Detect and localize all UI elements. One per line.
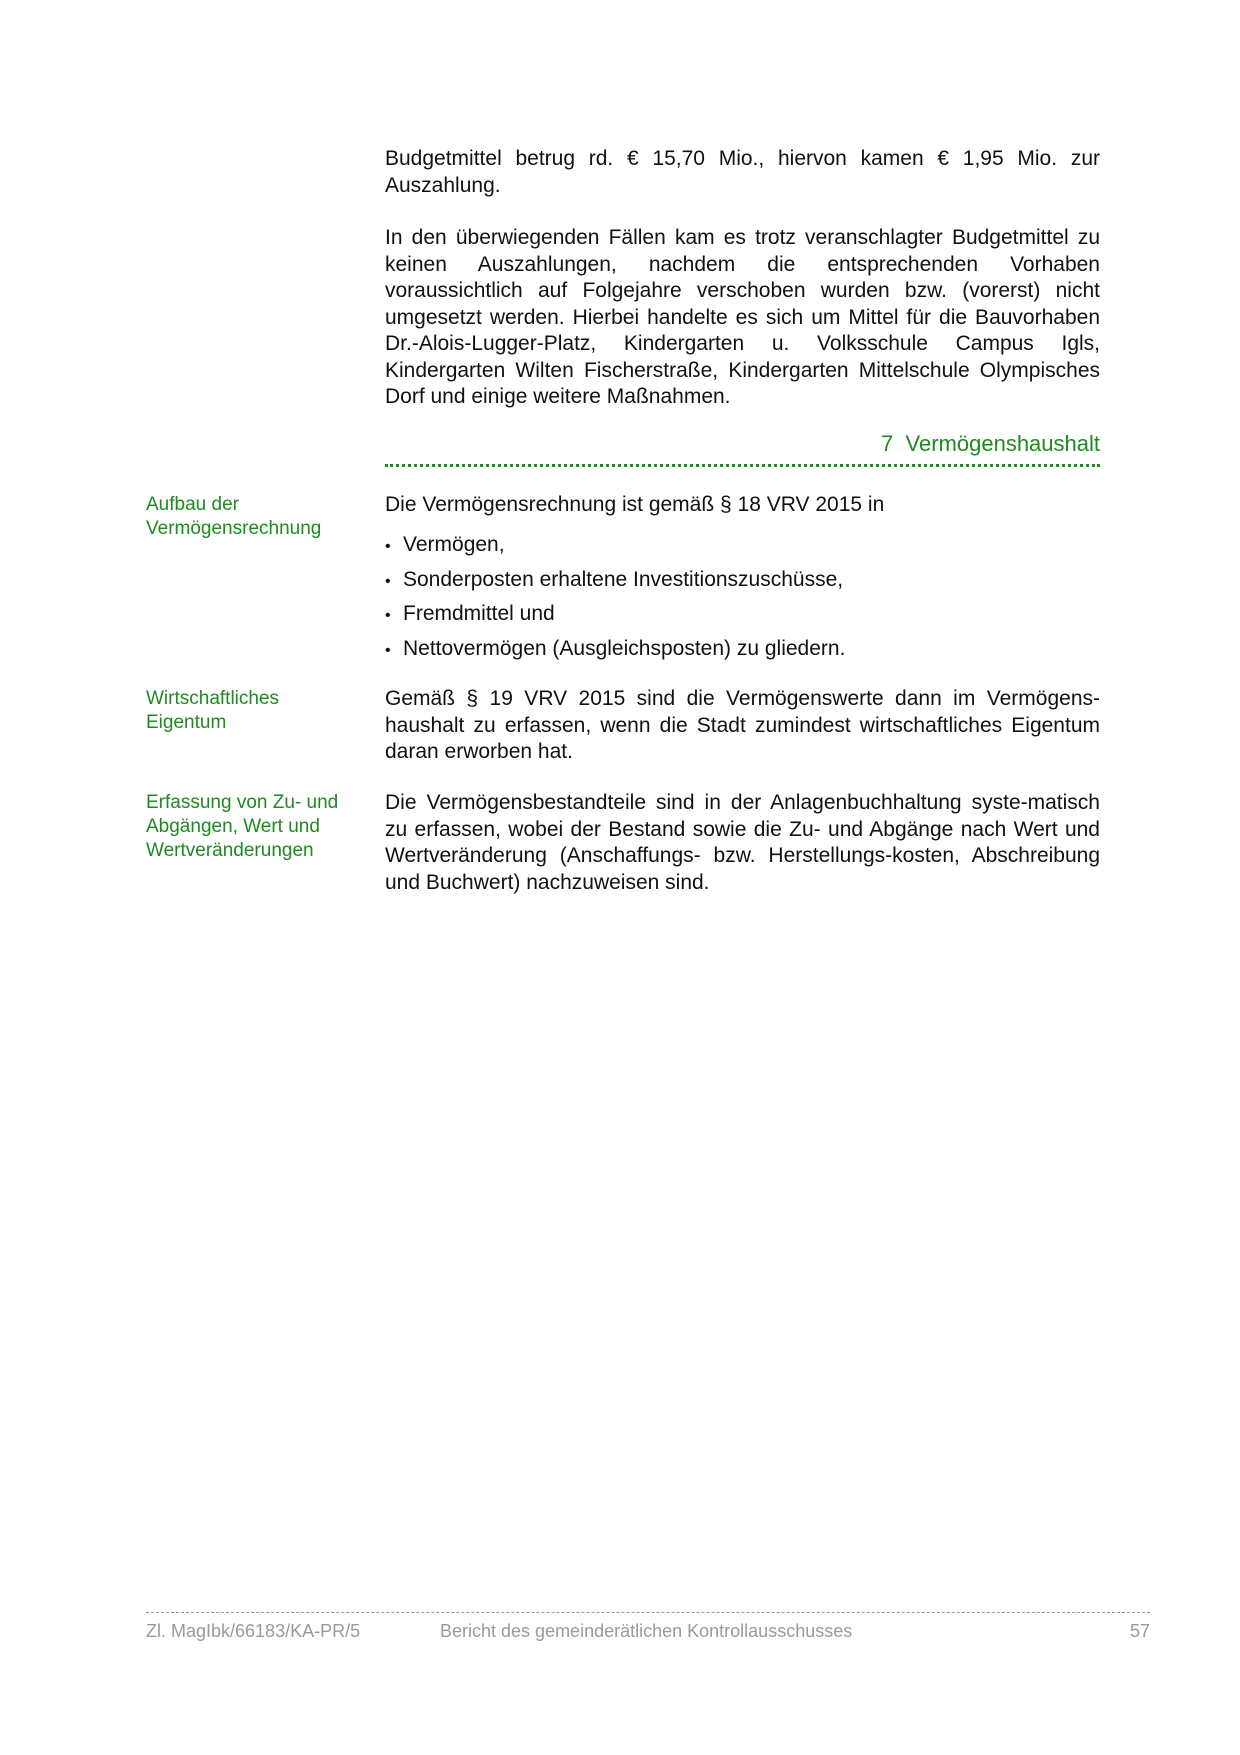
margin-note-line: Abgängen, Wert und: [146, 816, 320, 837]
bullet-dot: •: [385, 641, 391, 659]
margin-note-aufbau: [146, 493, 361, 541]
paragraph-wirtschaftliches-eigentum: Gemäß § 19 VRV 2015 sind die Vermögenswerte dann im Vermögens-haushalt zu erfassen, wenn die Stadt zumindest wirtschaftliches Eigentum daran erworben hat.: [385, 687, 1100, 763]
section-title: Vermögenshaushalt: [905, 431, 1100, 456]
bullet-dot: •: [385, 538, 391, 555]
margin-note-line: Wertveränderungen: [146, 840, 314, 861]
margin-note-line: Eigentum: [146, 712, 227, 733]
footer-title: Bericht des gemeinderätlichen Kontrollausschusses: [440, 1621, 853, 1641]
paragraph-no-payments: In den überwiegenden Fällen kam es trotz veranschlagter Budgetmittel zu keinen Auszahlungen, nachdem die entsprechenden Vorhaben voraussichtlich auf Folgejahre verschoben wurden bzw. (vorerst) nicht umgesetzt werden. Hierbei handelte es sich um Mittel für die Bauvorhaben Dr.-Alois-Lugger-Platz, Kindergarten u. Volksschule Campus Igls, Kindergarten Wilten Fischerstraße, Kindergarten Mittelschule Olympisches Dorf und einige weitere Maßnahmen.: [385, 226, 1100, 408]
margin-note-line: Erfassung von Zu- und: [146, 792, 339, 813]
list-item-text: Vermögen,: [403, 533, 505, 556]
section-number: 7: [881, 431, 894, 456]
paragraph-budget-continuation: Budgetmittel betrug rd. € 15,70 Mio., hiervon kamen € 1,95 Mio. zur Auszahlung.: [385, 147, 1100, 197]
list-item: [385, 597, 1100, 632]
bullet-list: [385, 528, 1100, 666]
list-item: [385, 528, 1100, 563]
list-item-text: Nettovermögen (Ausgleichsposten) zu gliedern.: [403, 636, 846, 660]
page-number: 57: [1129, 1621, 1150, 1641]
margin-note-line: Vermögensrechnung: [146, 518, 322, 539]
footer-divider: [146, 1612, 1150, 1613]
margin-note-line: Wirtschaftliches: [146, 688, 280, 709]
bullet-dot: •: [385, 572, 391, 590]
list-item-text: Sonderposten erhaltene Investitionszuschüsse,: [403, 567, 844, 591]
list-item-text: Fremdmittel und: [403, 602, 555, 625]
list-item: [385, 563, 1100, 598]
paragraph-vermoegensrechnung-intro: Die Vermögensrechnung ist gemäß § 18 VRV 2015 in: [385, 493, 885, 516]
list-item: [385, 632, 1100, 667]
bullet-dot: •: [385, 607, 391, 624]
paragraph-anlagenbuchhaltung: Die Vermögensbestandteile sind in der Anlagenbuchhaltung syste-matisch zu erfassen, wobei der Bestand sowie die Zu- und Abgänge nach Wert und Wertveränderung (Anschaffungs- bzw. Herstellungs-kosten, Abschreibung und Buchwert) nachzuweisen sind.: [385, 791, 1100, 894]
footer-reference: Zl. MagIbk/66183/KA-PR/5: [146, 1621, 361, 1641]
margin-note-line: Aufbau der: [146, 494, 239, 515]
margin-note-eigentum: [146, 687, 361, 735]
section-heading: [385, 430, 1100, 458]
section-divider: [385, 464, 1100, 467]
margin-note-erfassung: [146, 791, 361, 863]
